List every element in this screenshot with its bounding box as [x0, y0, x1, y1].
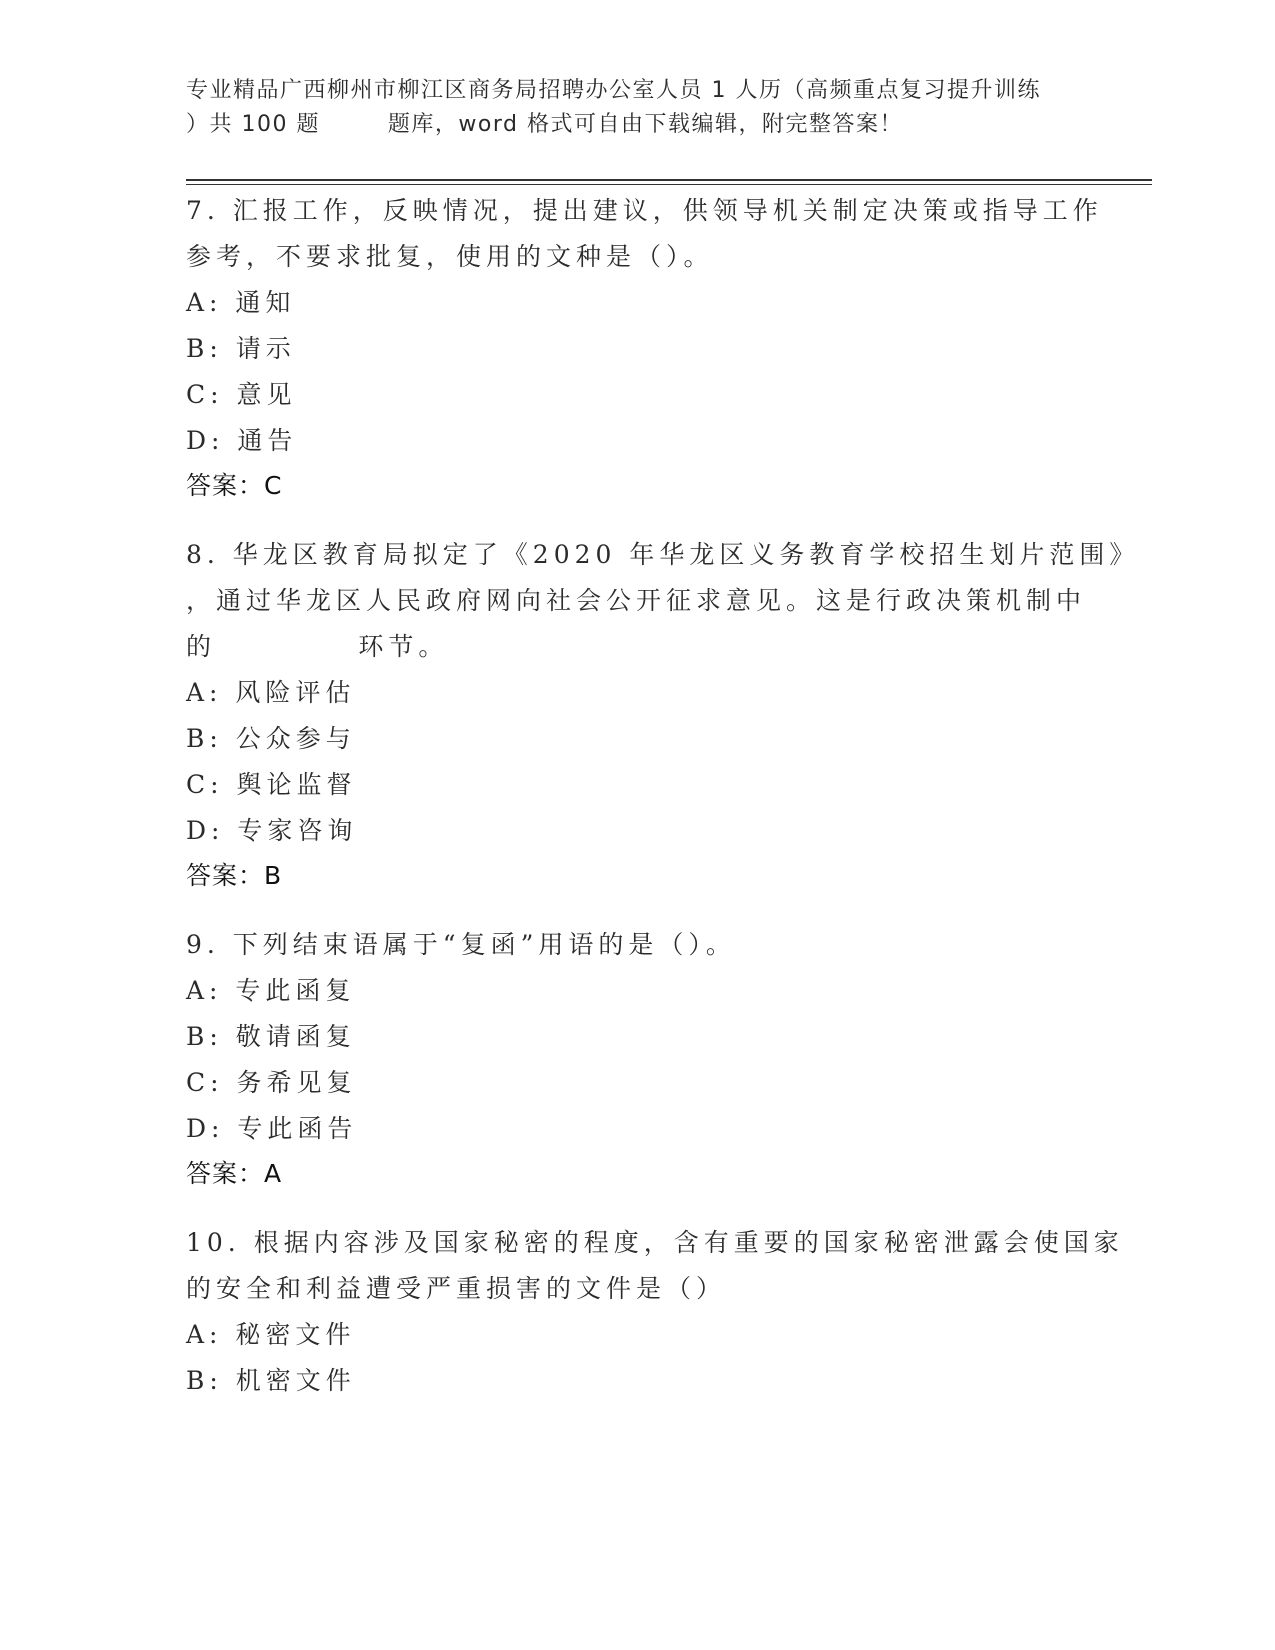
question-9 [186, 922, 1086, 1196]
option-c: C: 意见 [186, 380, 297, 409]
option-d: D: 通告 [186, 426, 298, 455]
answer: 答案：C [186, 471, 283, 500]
question-text: 10. 根据内容涉及国家秘密的程度，含有重要的国家秘密泄露会使国家 [186, 1228, 1124, 1257]
question-10 [186, 1220, 1124, 1404]
question-text: 9. 下列结束语属于“复函”用语的是（）。 [186, 930, 736, 959]
option-a: A: 秘密文件 [186, 1320, 356, 1349]
question-text: 8. 华龙区教育局拟定了《2020 年华龙区义务教育学校招生划片范围》 [186, 540, 1140, 569]
option-c: C: 务希见复 [186, 1068, 357, 1097]
option-d: D: 专家咨询 [186, 816, 358, 845]
option-b: B: 公众参与 [186, 724, 356, 753]
question-text: 参考，不要求批复，使用的文种是（）。 [186, 242, 714, 271]
document-header [186, 74, 1086, 142]
option-a: A: 通知 [186, 288, 296, 317]
question-text: 的安全和利益遭受严重损害的文件是（） [186, 1274, 727, 1303]
question-list [186, 188, 1140, 1428]
option-b: B: 请示 [186, 334, 296, 363]
question-7 [186, 188, 1103, 508]
header-divider [186, 179, 1152, 181]
question-text: ，通过华龙区人民政府网向社会公开征求意见。这是行政决策机制中 [186, 586, 1087, 615]
header-divider-thin [186, 184, 1152, 185]
option-c: C: 舆论监督 [186, 770, 357, 799]
answer: 答案：B [186, 861, 283, 890]
question-text: 的 环节。 [186, 632, 449, 661]
option-a: A: 专此函复 [186, 976, 356, 1005]
option-b: B: 机密文件 [186, 1366, 356, 1395]
option-d: D: 专此函告 [186, 1114, 358, 1143]
header-line-1: 专业精品广西柳州市柳江区商务局招聘办公室人员 1 人历（高频重点复习提升训练 [186, 78, 1041, 103]
question-text: 7. 汇报工作，反映情况，提出建议，供领导机关制定决策或指导工作 [186, 196, 1103, 225]
option-b: B: 敬请函复 [186, 1022, 356, 1051]
header-line-2: ）共 100 题 题库，word 格式可自由下载编辑，附完整答案！ [186, 112, 903, 137]
answer: 答案：A [186, 1159, 283, 1188]
question-8 [186, 532, 1140, 898]
option-a: A: 风险评估 [186, 678, 356, 707]
